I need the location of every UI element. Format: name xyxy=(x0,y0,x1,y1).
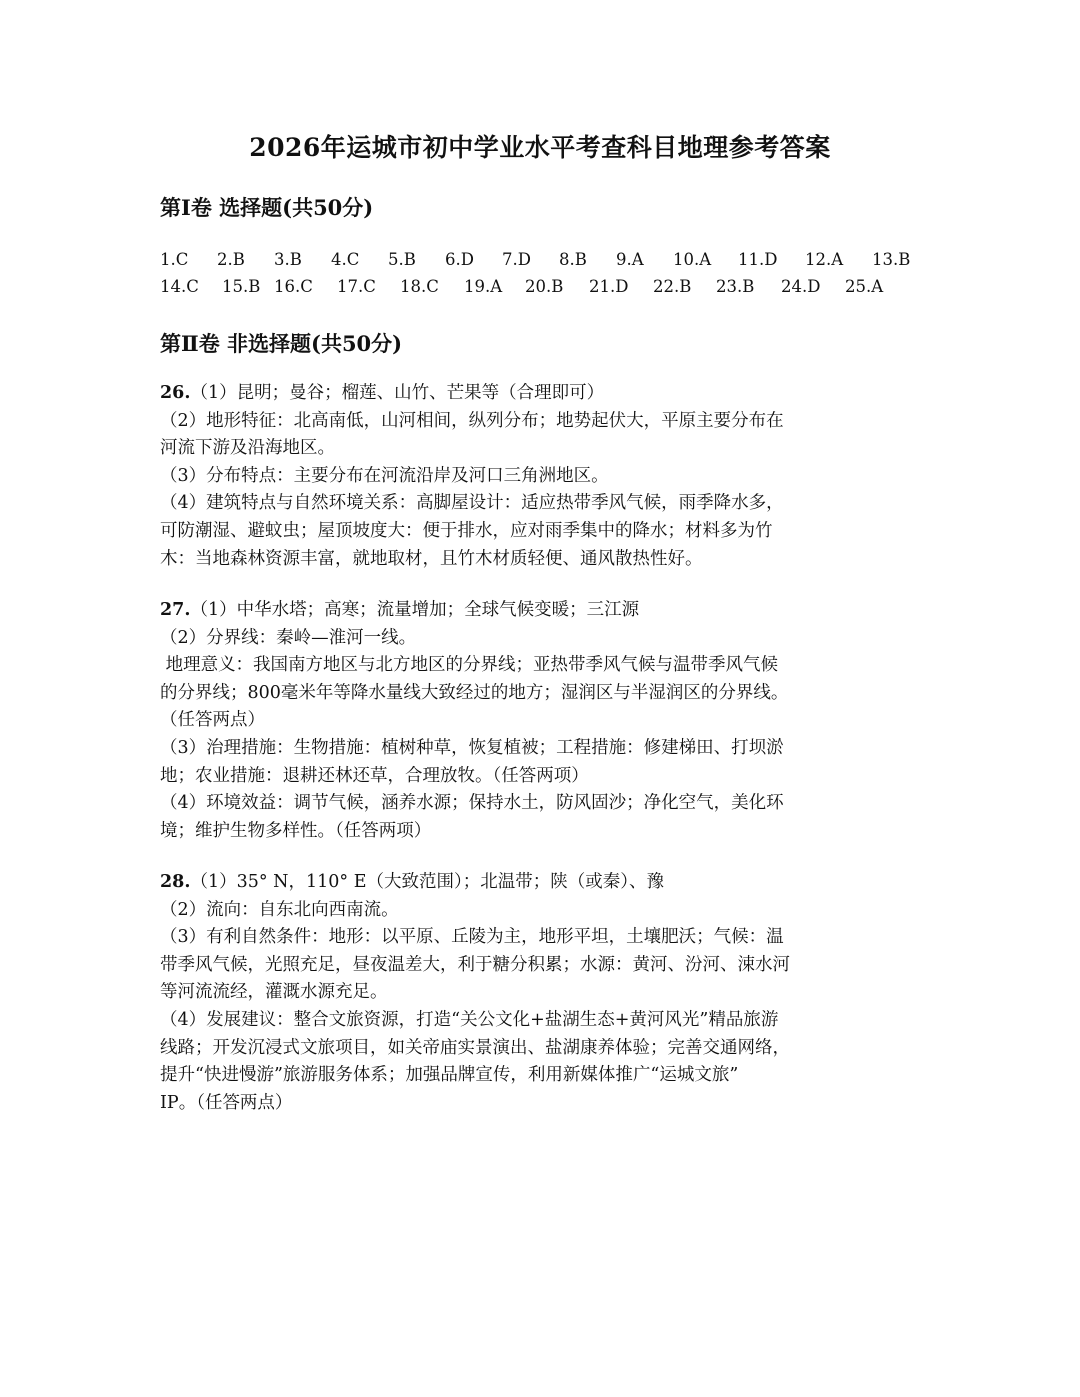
answer-line: 地理意义：我国南方地区与北方地区的分界线；亚热带季风气候与温带季风气候 xyxy=(160,655,779,676)
mc-answer: 15.B xyxy=(222,277,261,296)
answer-line: 的分界线；800毫米年等降水量线大致经过的地方；湿润区与半湿润区的分界线。 xyxy=(160,682,789,703)
question-number: 26. xyxy=(160,383,191,403)
answer-line: （4）建筑特点与自然环境关系：高脚屋设计：适应热带季风气候，雨季降水多， xyxy=(160,493,784,514)
mc-answer: 18.C xyxy=(400,277,439,296)
answer-line: 地；农业措施：退耕还林还草，合理放牧。（任答两项） xyxy=(160,765,589,786)
mc-answer: 24.D xyxy=(781,277,821,296)
mc-answer: 20.B xyxy=(525,277,564,296)
mc-answer: 17.C xyxy=(337,277,376,296)
mc-answer: 5.B xyxy=(388,250,416,269)
answer-line: 河流下游及沿海地区。 xyxy=(160,438,335,459)
mc-answers-row-2 xyxy=(160,271,940,303)
question-27 xyxy=(160,597,930,845)
mc-answer: 2.B xyxy=(217,250,245,269)
answer-line: 提升“快进慢游”旅游服务体系；加强品牌宣传，利用新媒体推广“运城文旅” xyxy=(160,1065,739,1086)
answer-line: （2）地形特征：北高南低，山河相间，纵列分布；地势起伏大，平原主要分布在 xyxy=(160,410,784,431)
mc-answer: 1.C xyxy=(160,250,189,269)
mc-answer: 7.D xyxy=(502,250,531,269)
section-2-heading: 第Ⅱ卷 非选择题(共50分) xyxy=(160,331,403,356)
question-number: 27. xyxy=(160,600,191,620)
mc-answer: 14.C xyxy=(160,277,199,296)
mc-answer: 19.A xyxy=(464,277,503,296)
document-title: 2026年运城市初中学业水平考查科目地理参考答案 xyxy=(249,133,831,162)
answer-line: （2）分界线：秦岭—淮河一线。 xyxy=(160,627,417,648)
mc-answer: 10.A xyxy=(673,250,712,269)
mc-answer: 12.A xyxy=(805,250,844,269)
answer-line: （3）治理措施：生物措施：植树种草，恢复植被；工程措施：修建梯田、打坝淤 xyxy=(160,737,784,758)
answer-line: 带季风气候，光照充足，昼夜温差大，利于糖分积累；水源：黄河、汾河、涑水河 xyxy=(160,954,790,975)
answer-line: （4）环境效益：调节气候，涵养水源；保持水土，防风固沙；净化空气，美化环 xyxy=(160,793,784,814)
section-1-heading: 第Ⅰ卷 选择题(共50分) xyxy=(160,195,374,220)
answer-line: 等河流流经，灌溉水源充足。 xyxy=(160,982,388,1003)
answer-line: IP。（任答两点） xyxy=(160,1092,293,1113)
question-26 xyxy=(160,380,930,573)
mc-answer: 8.B xyxy=(559,250,587,269)
mc-answer: 9.A xyxy=(616,250,644,269)
mc-answer: 23.B xyxy=(716,277,755,296)
mc-answer: 4.C xyxy=(331,250,360,269)
answer-line: 境；维护生物多样性。（任答两项） xyxy=(160,820,432,841)
question-28 xyxy=(160,869,930,1117)
answer-line: （任答两点） xyxy=(160,710,265,731)
answer-line: （3）分布特点：主要分布在河流沿岸及河口三角洲地区。 xyxy=(160,465,609,486)
answer-line: 28.（1）35° N，110° E（大致范围）；北温带；陕（或秦）、豫 xyxy=(160,872,664,892)
mc-answer: 16.C xyxy=(274,277,313,296)
answer-line: （4）发展建议：整合文旅资源，打造“关公文化+盐湖生态+黄河风光”精品旅游 xyxy=(160,1009,779,1030)
answer-line: 26.（1）昆明；曼谷；榴莲、山竹、芒果等（合理即可） xyxy=(160,383,605,403)
mc-answer: 3.B xyxy=(274,250,302,269)
answer-line: 可防潮湿、避蚊虫；屋顶坡度大：便于排水，应对雨季集中的降水；材料多为竹 xyxy=(160,520,773,541)
mc-answer: 21.D xyxy=(589,277,629,296)
mc-answer: 13.B xyxy=(872,250,911,269)
answer-line: 线路；开发沉浸式文旅项目，如关帝庙实景演出、盐湖康养体验；完善交通网络， xyxy=(160,1037,790,1058)
answer-line: （3）有利自然条件：地形：以平原、丘陵为主，地形平坦，土壤肥沃；气候：温 xyxy=(160,927,784,948)
answer-line: （2）流向：自东北向西南流。 xyxy=(160,899,399,920)
question-number: 28. xyxy=(160,872,191,892)
mc-answer: 11.D xyxy=(738,250,778,269)
answer-line: 木：当地森林资源丰富，就地取材，且竹木材质轻便、通风散热性好。 xyxy=(160,548,703,569)
mc-answer: 6.D xyxy=(445,250,474,269)
mc-answer: 25.A xyxy=(845,277,884,296)
answer-line: 27.（1）中华水塔；高寒；流量增加；全球气候变暖；三江源 xyxy=(160,600,640,620)
mc-answer: 22.B xyxy=(653,277,692,296)
